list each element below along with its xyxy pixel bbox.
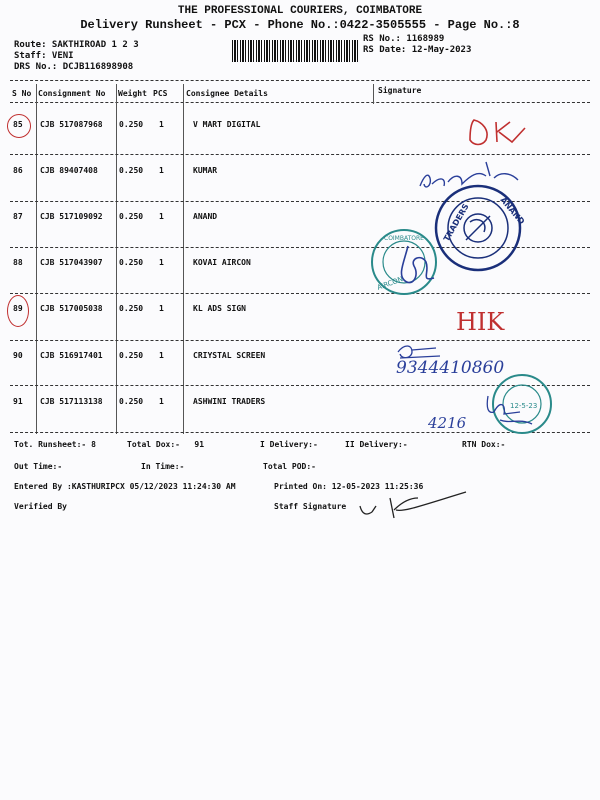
col-sno: S No [12,89,32,98]
staff-signature-label: Staff Signature [274,502,347,511]
rs-number: RS No.: 1168989 [363,34,445,44]
row-weight: 0.250 [119,397,144,406]
row-consignment: CJB 517113138 [40,397,103,406]
row-pcs: 1 [159,397,164,406]
col-signature: Signature [378,86,422,95]
row-consignee: V MART DIGITAL [193,120,261,129]
row-consignee: KL ADS SIGN [193,304,246,313]
rs-date: RS Date: 12-May-2023 [363,45,472,55]
entered-by: Entered By :KASTHURIPCX 05/12/2023 11:24:30 AM [14,482,236,491]
row-pcs: 1 [159,166,164,175]
row-consignment: CJB 517109092 [40,212,103,221]
row-consignee: KOVAI AIRCON [193,258,251,267]
row-consignee: CRIYSTAL SCREEN [193,351,266,360]
row-sno: 90 [13,351,23,360]
row-consignment: CJB 516917401 [40,351,103,360]
stamp-text: ANAND [498,195,527,227]
total-dox: Total Dox:- 91 [127,440,205,449]
row-consignee: ANAND [193,212,218,221]
row-weight: 0.250 [119,120,144,129]
row-sno: 86 [13,166,23,175]
row-sno: 87 [13,212,23,221]
row-pcs: 1 [159,120,164,129]
row-sno: 85 [13,120,23,129]
total-pod: Total POD:- [263,462,316,471]
row-pcs: 1 [159,212,164,221]
handwritten-note: HIK [456,308,505,336]
route-label: Route: SAKTHIROAD 1 2 3 [14,40,139,50]
printed-on: Printed On: 12-05-2023 11:25:36 [274,482,424,491]
col-weight: Weight [118,89,147,98]
row-weight: 0.250 [119,304,144,313]
col-pcs: PCS [153,89,168,98]
stamp-text: AIRCON [375,275,405,292]
col-consignee: Consignee Details [186,89,268,98]
row-sno: 91 [13,397,23,406]
runsheet-subtitle: Delivery Runsheet - PCX - Phone No.:0422-3505555 - Page No.:8 [80,18,520,32]
row-consignment: CJB 517005038 [40,304,103,313]
row-consignment: CJB 89407408 [40,166,98,175]
row-weight: 0.250 [119,212,144,221]
row-weight: 0.250 [119,258,144,267]
staff-label: Staff: VENI [14,51,74,61]
out-time: Out Time:- [14,462,63,471]
handwritten-phone: 9344410860 [396,358,505,378]
row-sno: 89 [13,304,23,313]
stamp-date: 12-5-23 [510,402,538,410]
row-consignee: KUMAR [193,166,218,175]
company-title: THE PROFESSIONAL COURIERS, COIMBATORE [177,5,423,17]
drs-number: DRS No.: DCJB116898908 [14,62,134,72]
row-pcs: 1 [159,304,164,313]
ii-delivery: II Delivery:- [345,440,408,449]
row-weight: 0.250 [119,351,144,360]
tot-runsheet: Tot. Runsheet:- 8 [14,440,96,449]
verified-by: Verified By [14,502,67,511]
row-consignee: ASHWINI TRADERS [193,397,266,406]
anand-traders-stamp [436,186,526,270]
col-consignment: Consignment No [38,89,106,98]
stamp-text: TRADERS [441,202,471,243]
stamp-text: COIMBATORE [384,235,424,242]
row-consignment: CJB 517043907 [40,258,103,267]
row-weight: 0.250 [119,166,144,175]
in-time: In Time:- [141,462,185,471]
row-sno: 88 [13,258,23,267]
handwritten-number: 4216 [428,414,467,432]
i-delivery: I Delivery:- [260,440,318,449]
rtn-dox: RTN Dox:- [462,440,506,449]
row-pcs: 1 [159,258,164,267]
row-consignment: CJB 517087968 [40,120,103,129]
row-pcs: 1 [159,351,164,360]
